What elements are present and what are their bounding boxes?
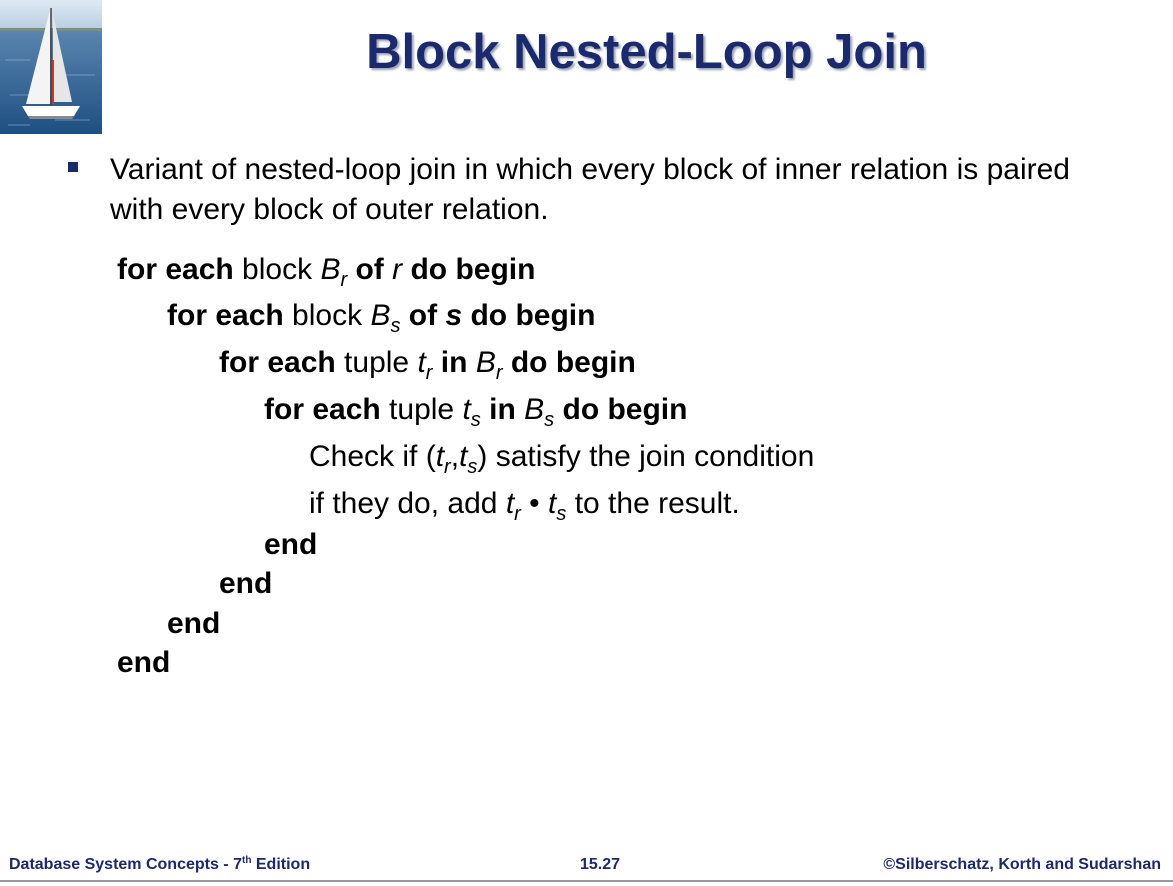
subscript: s — [544, 409, 555, 431]
code-text: • — [520, 487, 549, 520]
code-text: ) satisfy the join condition — [477, 440, 815, 473]
code-end-4 — [264, 527, 317, 563]
code-end-1 — [117, 645, 170, 681]
footer-edition: Edition — [251, 856, 311, 873]
code-line-3 — [219, 345, 636, 384]
subscript: r — [514, 503, 521, 525]
subscript: s — [556, 503, 567, 525]
variable: B — [320, 253, 341, 286]
keyword: for each — [219, 346, 336, 379]
subscript: s — [470, 409, 481, 431]
keyword-end: end — [264, 528, 318, 561]
square-bullet-icon — [68, 162, 78, 172]
code-text: to the result. — [566, 487, 740, 520]
keyword: in — [432, 346, 476, 379]
footer-divider — [0, 880, 1173, 882]
keyword: do begin — [462, 299, 596, 332]
page-title: Block Nested-Loop Join — [366, 25, 927, 79]
keyword-end: end — [117, 646, 171, 679]
keyword: for each — [264, 393, 381, 426]
code-text: tuple — [335, 346, 418, 379]
keyword-end: end — [167, 607, 221, 640]
variable: s — [445, 299, 463, 332]
code-text: Check if ( — [309, 440, 436, 473]
code-line-5 — [309, 439, 815, 478]
variable: B — [370, 299, 391, 332]
code-end-3 — [219, 566, 272, 602]
subscript: r — [340, 269, 348, 291]
sailboat-logo — [0, 0, 102, 134]
code-text: tuple — [380, 393, 463, 426]
footer-book-name: Database System Concepts - 7 — [9, 856, 242, 873]
code-text: block — [283, 299, 371, 332]
code-end-2 — [167, 606, 220, 642]
keyword: for each — [117, 253, 234, 286]
keyword: do begin — [402, 253, 536, 286]
variable: t — [505, 487, 515, 520]
subscript: s — [390, 315, 401, 337]
subscript: r — [444, 456, 451, 478]
variable: B — [475, 346, 496, 379]
code-line-6 — [309, 486, 740, 525]
variable: t — [417, 346, 426, 379]
subscript: s — [467, 456, 478, 478]
variable: t — [459, 440, 468, 473]
code-text: block — [233, 253, 321, 286]
footer-superscript: th — [241, 855, 252, 866]
keyword: of — [400, 299, 446, 332]
bullet-text: Variant of nested-loop join in which every block of inner relation is paired with every block of outer relation. — [110, 153, 1070, 226]
footer-book-title — [9, 856, 310, 874]
subscript: r — [425, 362, 433, 384]
keyword: do begin — [554, 393, 688, 426]
slide-number: 15.27 — [580, 856, 621, 873]
keyword: for each — [167, 299, 284, 332]
code-text: , — [450, 440, 460, 473]
keyword: do begin — [502, 346, 636, 379]
variable: r — [392, 253, 403, 286]
keyword-end: end — [219, 567, 273, 600]
variable: t — [462, 393, 471, 426]
sailboat-icon — [0, 0, 102, 134]
keyword: of — [347, 253, 393, 286]
subscript: r — [495, 362, 503, 384]
code-line-4 — [264, 392, 688, 431]
code-text: if they do, add — [309, 487, 506, 520]
keyword: in — [480, 393, 525, 426]
variable: B — [524, 393, 545, 426]
copyright: ©Silberschatz, Korth and Sudarshan — [883, 856, 1161, 873]
variable: t — [548, 487, 557, 520]
variable: t — [435, 440, 445, 473]
code-line-1 — [117, 252, 536, 291]
code-line-2 — [167, 298, 596, 337]
footer — [0, 856, 1173, 880]
